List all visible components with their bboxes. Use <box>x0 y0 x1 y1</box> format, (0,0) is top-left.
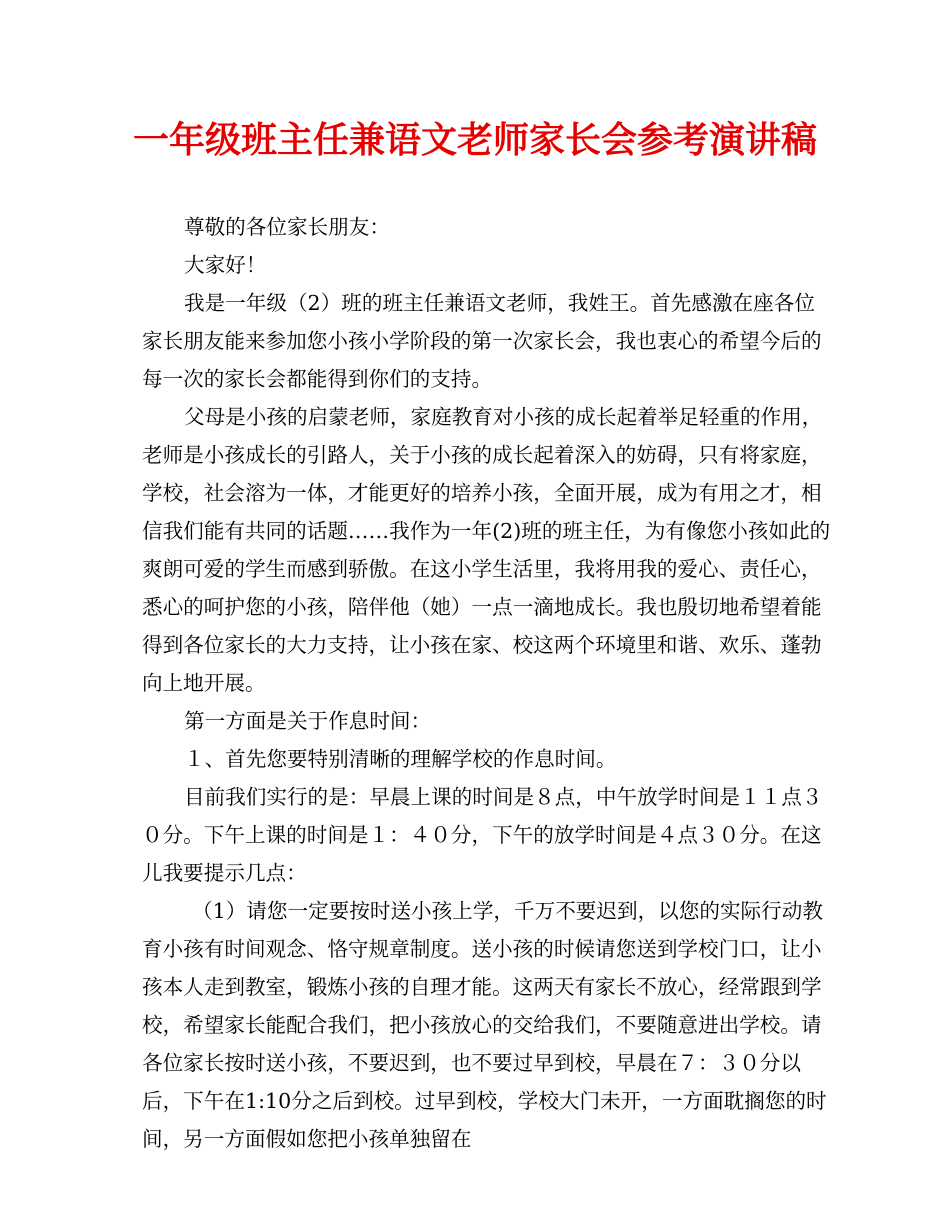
document-body <box>142 208 832 1158</box>
paragraph-introduction: 我是一年级（2）班的班主任兼语文老师，我姓王。首先感激在座各位家长朋友能来参加您小孩小学阶段的第一次家长会，我也衷心的希望今后的每一次的家长会都能得到你们的支持。 <box>142 291 822 391</box>
paragraph-schedule: 目前我们实行的是：早晨上课的时间是８点，中午放学时间是１１点３０分。下午上课的时间是１：４０分，下午的放学时间是４点３０分。在这儿我要提示几点： <box>142 785 823 885</box>
paragraph-salutation: 尊敬的各位家长朋友： <box>184 215 390 239</box>
paragraph-family-education: 父母是小孩的启蒙老师，家庭教育对小孩的成长起着举足轻重的作用，老师是小孩成长的引路人，关于小孩的成长起着深入的妨碍，只有将家庭，学校，社会溶为一体，才能更好的培养小孩，全面开展，成为有用之才，相信我们能有共同的话题……我作为一年(2)班的班主任，为有像您小孩如此的爽朗可爱的学生而感到骄傲。在这小学生活里，我将用我的爱心、责任心，悉心的呵护您的小孩，陪伴他（她）一点一滴地成长。我也殷切地希望着能得到各位家长的大力支持，让小孩在家、校这两个环境里和谐、欢乐、蓬勃向上地开展。 <box>142 405 831 695</box>
paragraph-subitem-1: （1）请您一定要按时送小孩上学，千万不要迟到，以您的实际行动教育小孩有时间观念、恪守规章制度。送小孩的时候请您送到学校门口，让小孩本人走到教室，锻炼小孩的自理才能。这两天有家长不放心，经常跟到学校，希望家长能配合我们，把小孩放心的交给我们，不要随意进出学校。请各位家长按时送小孩，不要迟到，也不要过早到校，早晨在７：３０分以后，下午在1:10分之后到校。过早到校，学校大门未开，一方面耽搁您的时间，另一方面假如您把小孩单独留在 <box>142 899 827 1151</box>
document-title: 一年级班主任兼语文老师家长会参考演讲稿 <box>132 120 817 161</box>
paragraph-greeting: 大家好！ <box>184 253 267 277</box>
paragraph-section-heading: 第一方面是关于作息时间： <box>184 709 432 733</box>
paragraph-item-1: １、首先您要特别清晰的理解学校的作息时间。 <box>184 747 617 771</box>
